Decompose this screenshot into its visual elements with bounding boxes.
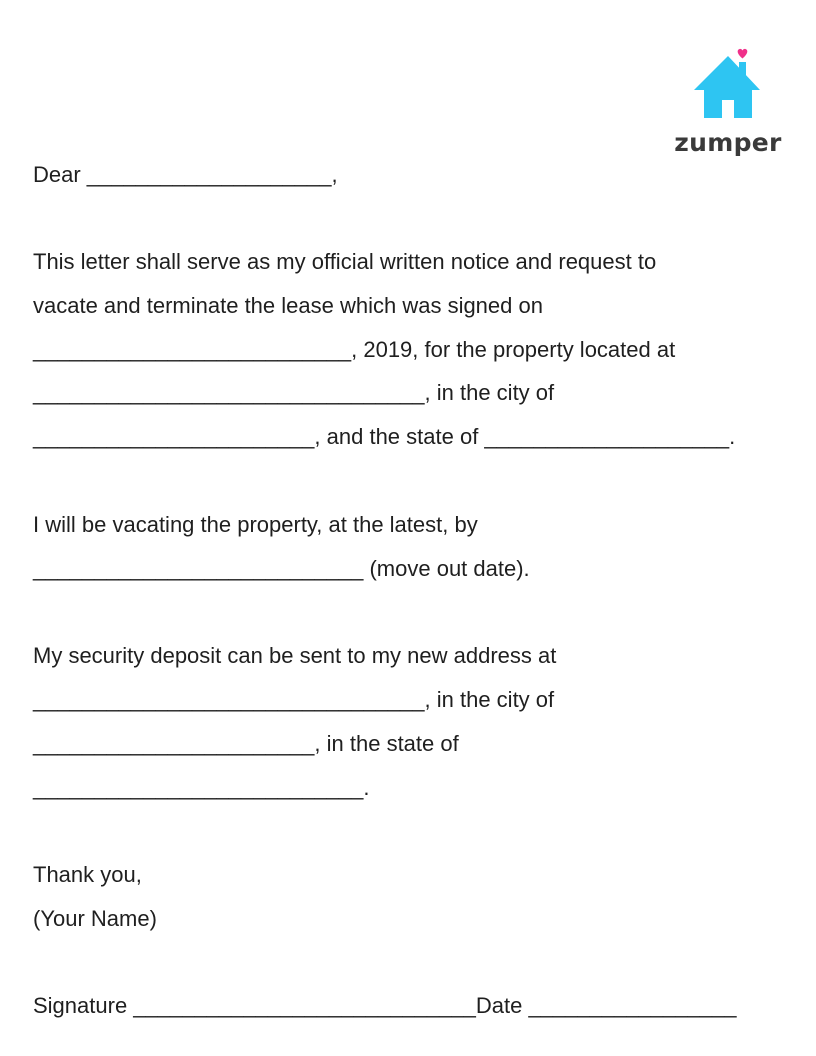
logo-text: zumper — [674, 128, 782, 157]
zumper-logo — [672, 46, 784, 162]
paragraph-3-line-4: ___________________________. — [33, 775, 370, 800]
closing: Thank you, — [33, 862, 142, 887]
house-shape — [694, 56, 760, 118]
paragraph-3-line-1: My security deposit can be sent to my new address at — [33, 643, 557, 668]
paragraph-2-line-1: I will be vacating the property, at the latest, by — [33, 512, 478, 537]
paragraph-3-line-3: _______________________, in the state of — [33, 731, 459, 756]
chimney — [739, 62, 746, 82]
heart-icon — [738, 49, 748, 59]
paragraph-1-line-4: ________________________________, in the city of — [33, 380, 555, 405]
greeting: Dear ____________________, — [33, 162, 338, 187]
paragraph-1-line-2: vacate and terminate the lease which was signed on — [33, 293, 543, 318]
signature-date-line: Signature ____________________________Date _________________ — [33, 993, 737, 1018]
your-name: (Your Name) — [33, 906, 157, 931]
paragraph-2-line-2: ___________________________ (move out date). — [33, 556, 530, 581]
paragraph-1-line-1: This letter shall serve as my official written notice and request to — [33, 249, 657, 274]
paragraph-3-line-2: ________________________________, in the city of — [33, 687, 555, 712]
house-heart-icon — [690, 46, 766, 122]
paragraph-1-line-3: __________________________, 2019, for the property located at — [33, 337, 676, 362]
paragraph-1-line-5: _______________________, and the state of ____________________. — [33, 424, 736, 449]
